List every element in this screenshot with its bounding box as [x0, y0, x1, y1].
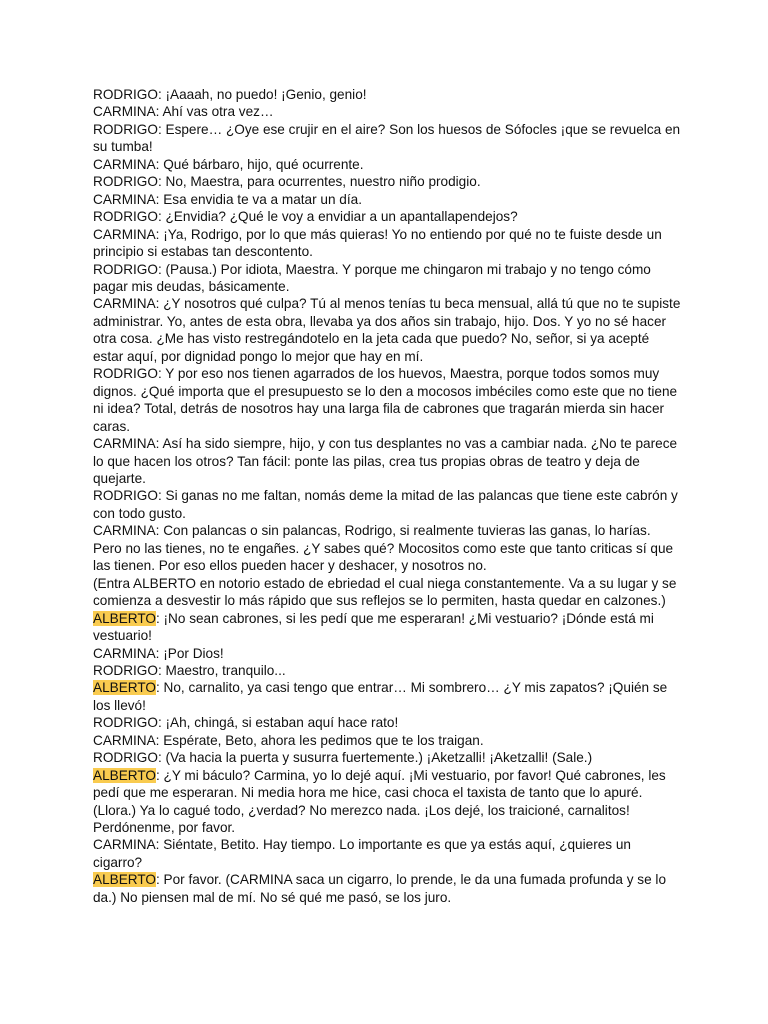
paragraph-text: RODRIGO: No, Maestra, para ocurrentes, nuestro niño prodigio. — [93, 174, 481, 190]
speaker-highlight: ALBERTO — [93, 872, 156, 888]
paragraph-text: CARMINA: Espérate, Beto, ahora les pedimos que te los traigan. — [93, 732, 484, 748]
paragraph-text: CARMINA: ¡Ya, Rodrigo, por lo que más quieras! Yo no entiendo por qué no te fuiste desde un principio si estabas tan descontento. — [93, 226, 662, 260]
paragraph-rodrigo — [93, 662, 683, 679]
paragraph-text: CARMINA: Qué bárbaro, hijo, qué ocurrente. — [93, 156, 364, 172]
paragraph-rodrigo — [93, 86, 683, 103]
paragraph-rodrigo — [93, 208, 683, 225]
paragraph-text: CARMINA: Ahí vas otra vez… — [93, 104, 274, 120]
paragraph-carmina — [93, 732, 683, 749]
paragraph-text: RODRIGO: (Pausa.) Por idiota, Maestra. Y porque me chingaron mi trabajo y no tengo cómo pagar mis deudas, básicamente. — [93, 261, 651, 294]
paragraph-carmina — [93, 191, 683, 208]
paragraph-text: RODRIGO: Maestro, tranquilo... — [93, 662, 286, 678]
paragraph-text: RODRIGO: Espere… ¿Oye ese crujir en el aire? Son los huesos de Sófocles ¡que se revuelca en su tumba! — [93, 121, 681, 155]
paragraph-text: CARMINA: Así ha sido siempre, hijo, y con tus desplantes no vas a cambiar nada. ¿No te parece lo que hacen los otros? Tan fácil: ponte las pilas, crea tus propias obras de teatro y deja de quejarte. — [93, 436, 678, 486]
paragraph-text: (Entra ALBERTO en notorio estado de ebriedad el cual niega constantemente. Va a su lugar y se comienza a desvestir lo más rápido que sus reflejos se lo permiten, hasta quedar en calzones.) — [93, 575, 677, 609]
paragraph-carmina — [93, 226, 683, 261]
paragraph-rodrigo — [93, 749, 683, 766]
paragraph-text: RODRIGO: ¡Aaaah, no puedo! ¡Genio, genio! — [93, 87, 367, 102]
paragraph-text: RODRIGO: (Va hacia la puerta y susurra fuertemente.) ¡Aketzalli! ¡Aketzalli! (Sale.) — [93, 750, 593, 766]
paragraph-carmina — [93, 435, 683, 487]
speaker-highlight: ALBERTO — [93, 610, 156, 626]
paragraph-rodrigo — [93, 714, 683, 731]
paragraph-carmina — [93, 103, 683, 120]
paragraph-alberto — [93, 610, 683, 645]
paragraph-alberto — [93, 767, 683, 837]
paragraph-text: CARMINA: Esa envidia te va a matar un día. — [93, 191, 362, 207]
paragraph-text: : ¿Y mi báculo? Carmina, yo lo dejé aquí. ¡Mi vestuario, por favor! Qué cabrones, les pedí que me esperaran. Ni media hora me hice, casi choca el taxista de tanto que lo apuré. (Llora.) Ya lo cagué todo, ¿verdad? No merezco nada. ¡Los dejé, los traicioné, carnalitos! Perdónenme, por favor. — [93, 767, 666, 836]
paragraph-carmina — [93, 156, 683, 173]
paragraph-text: CARMINA: ¿Y nosotros qué culpa? Tú al menos tenías tu beca mensual, allá tú que no te supiste administrar. Yo, antes de esta obra, llevaba ya dos años sin trabajo, hijo. Dos. Y yo no sé hacer otra cosa. ¿Me has visto restregándotelo en la jeta cada que puedo? No, señor, si ya acepté estar aquí, por dignidad pongo lo mejor que hay en mí. — [93, 296, 681, 364]
paragraph-text: CARMINA: ¡Por Dios! — [93, 645, 224, 661]
speaker-highlight: ALBERTO — [93, 680, 156, 696]
paragraph-carmina — [93, 522, 683, 574]
paragraph-text: : Por favor. (CARMINA saca un cigarro, lo prende, le da una fumada profunda y se lo da.) No piensen mal de mí. No sé qué me pasó, se los juro. — [93, 872, 667, 905]
paragraph-text: RODRIGO: Y por eso nos tienen agarrados de los huevos, Maestra, porque todos somos muy dignos. ¿Qué importa que el presupuesto se lo den a mocosos imbéciles como este que no tiene ni idea? Total, detrás de nosotros hay una larga fila de cabrones que tragarán mierda sin hacer caras. — [93, 366, 678, 434]
script-text — [93, 86, 683, 906]
paragraph-carmina — [93, 295, 683, 365]
paragraph-rodrigo — [93, 261, 683, 296]
paragraph-rodrigo — [93, 173, 683, 190]
paragraph-text: CARMINA: Con palancas o sin palancas, Rodrigo, si realmente tuvieras las ganas, lo harías. Pero no las tienes, no te engañes. ¿Y sabes qué? Mocositos como este que tanto criticas sí que las tienen. Por eso ellos pueden hacer y deshacer, y nosotros no. — [93, 523, 674, 574]
paragraph-carmina — [93, 836, 683, 871]
paragraph-text: RODRIGO: Si ganas no me faltan, nomás deme la mitad de las palancas que tiene este cabrón y con todo gusto. — [93, 488, 678, 521]
paragraph-text: RODRIGO: ¿Envidia? ¿Qué le voy a envidiar a un apantallapendejos? — [93, 209, 518, 225]
paragraph-text: CARMINA: Siéntate, Betito. Hay tiempo. Lo importante es que ya estás aquí, ¿quieres un cigarro? — [93, 837, 631, 870]
paragraph-text: : ¡No sean cabrones, si les pedí que me esperaran! ¿Mi vestuario? ¡Dónde está mi vestuario! — [93, 610, 654, 644]
paragraph-alberto — [93, 871, 683, 906]
paragraph-text: RODRIGO: ¡Ah, chingá, si estaban aquí hace rato! — [93, 715, 399, 731]
paragraph-rodrigo — [93, 365, 683, 435]
paragraph-alberto — [93, 679, 683, 714]
paragraph-carmina — [93, 645, 683, 662]
speaker-highlight: ALBERTO — [93, 767, 156, 783]
stage-direction — [93, 575, 683, 610]
paragraph-text: : No, carnalito, ya casi tengo que entrar… Mi sombrero… ¿Y mis zapatos? ¡Quién se los llevó! — [93, 680, 668, 713]
paragraph-rodrigo — [93, 121, 683, 156]
paragraph-rodrigo — [93, 487, 683, 522]
